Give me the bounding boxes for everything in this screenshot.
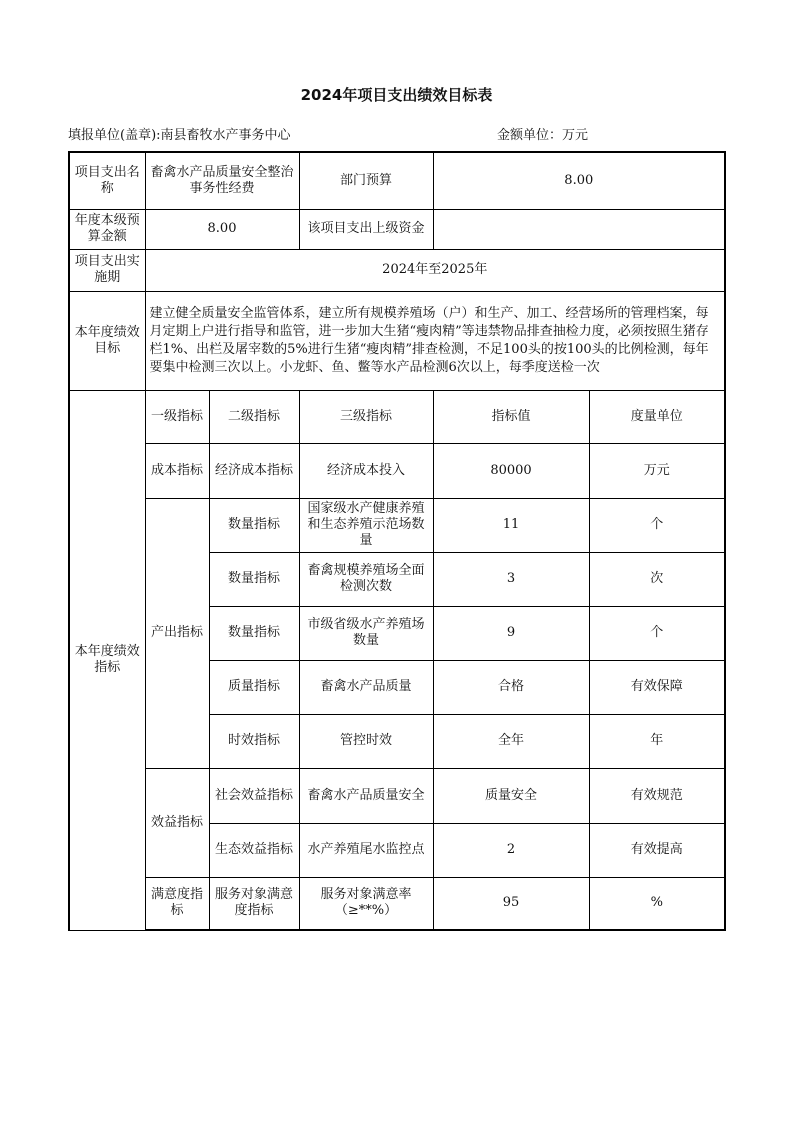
output-level3: 畜禽规模养殖场全面检测次数 [299, 552, 433, 606]
satisfaction-level2: 服务对象满意度指标 [209, 877, 299, 930]
period-value: 2024年至2025年 [145, 249, 725, 291]
project-name-label: 项目支出名称 [69, 152, 145, 209]
output-value: 11 [433, 498, 589, 552]
benefit-level3: 水产养殖尾水监控点 [299, 823, 433, 877]
project-name-value: 畜禽水产品质量安全整治事务性经费 [145, 152, 299, 209]
output-value: 3 [433, 552, 589, 606]
output-level2: 时效指标 [209, 714, 299, 768]
col-unit-header: 度量单位 [589, 390, 725, 443]
output-level2: 质量指标 [209, 660, 299, 714]
page-title: 2024年项目支出绩效目标表 [300, 86, 493, 104]
benefit-unit: 有效规范 [589, 768, 725, 823]
output-value: 全年 [433, 714, 589, 768]
table-row [69, 443, 725, 498]
output-value: 合格 [433, 660, 589, 714]
output-value: 9 [433, 606, 589, 660]
output-level2: 数量指标 [209, 498, 299, 552]
output-unit: 有效保障 [589, 660, 725, 714]
table-row [69, 498, 725, 552]
annual-budget-value: 8.00 [145, 209, 299, 249]
satisfaction-value: 95 [433, 877, 589, 930]
cost-level2: 经济成本指标 [209, 443, 299, 498]
amount-unit: 金额单位：万元 [497, 128, 589, 143]
benefit-level3: 畜禽水产品质量安全 [299, 768, 433, 823]
reporting-unit: 填报单位(盖章):南县畜牧水产事务中心 [68, 128, 291, 143]
output-unit: 个 [589, 498, 725, 552]
upper-funds-label: 该项目支出上级资金 [299, 209, 433, 249]
output-level2: 数量指标 [209, 552, 299, 606]
cost-level3: 经济成本投入 [299, 443, 433, 498]
benefit-value: 质量安全 [433, 768, 589, 823]
table-row [69, 291, 725, 390]
upper-funds-value [433, 209, 725, 249]
cost-value: 80000 [433, 443, 589, 498]
table-row [69, 249, 725, 291]
goal-label: 本年度绩效目标 [69, 291, 145, 390]
indicators-section-label: 本年度绩效指标 [69, 390, 145, 930]
benefit-level1: 效益指标 [145, 768, 209, 877]
output-unit: 个 [589, 606, 725, 660]
col-value-header: 指标值 [433, 390, 589, 443]
dept-budget-value: 8.00 [433, 152, 725, 209]
col-level2-header: 二级指标 [209, 390, 299, 443]
satisfaction-unit: % [589, 877, 725, 930]
benefit-level2: 生态效益指标 [209, 823, 299, 877]
output-level3: 市级省级水产养殖场数量 [299, 606, 433, 660]
benefit-unit: 有效提高 [589, 823, 725, 877]
satisfaction-level1: 满意度指标 [145, 877, 209, 930]
annual-budget-label: 年度本级预算金额 [69, 209, 145, 249]
output-unit: 次 [589, 552, 725, 606]
performance-table [68, 151, 726, 931]
table-row [69, 152, 725, 209]
satisfaction-level3: 服务对象满意率（≥**%） [299, 877, 433, 930]
output-level3: 管控时效 [299, 714, 433, 768]
output-level1: 产出指标 [145, 498, 209, 768]
output-level2: 数量指标 [209, 606, 299, 660]
cost-unit: 万元 [589, 443, 725, 498]
output-unit: 年 [589, 714, 725, 768]
table-row [69, 877, 725, 930]
col-level3-header: 三级指标 [299, 390, 433, 443]
benefit-value: 2 [433, 823, 589, 877]
goal-value: 建立健全质量安全监管体系，建立所有规模养殖场（户）和生产、加工、经营场所的管理档案，每月定期上户进行指导和监管，进一步加大生猪“瘦肉精”等违禁物品排查抽检力度，必须按照生猪存栏1%、出栏及屠宰数的5%进行生猪“瘦肉精”排查检测，不足100头的按100头的比例检测，每年要集中检测三次以上。小龙虾、鱼、鳖等水产品检测6次以上，每季度送检一次 [145, 291, 725, 390]
output-level3: 畜禽水产品质量 [299, 660, 433, 714]
cost-level1: 成本指标 [145, 443, 209, 498]
output-level3: 国家级水产健康养殖和生态养殖示范场数量 [299, 498, 433, 552]
dept-budget-label: 部门预算 [299, 152, 433, 209]
benefit-level2: 社会效益指标 [209, 768, 299, 823]
col-level1-header: 一级指标 [145, 390, 209, 443]
table-row [69, 209, 725, 249]
table-row [69, 768, 725, 823]
period-label: 项目支出实施期 [69, 249, 145, 291]
table-row [69, 390, 725, 443]
